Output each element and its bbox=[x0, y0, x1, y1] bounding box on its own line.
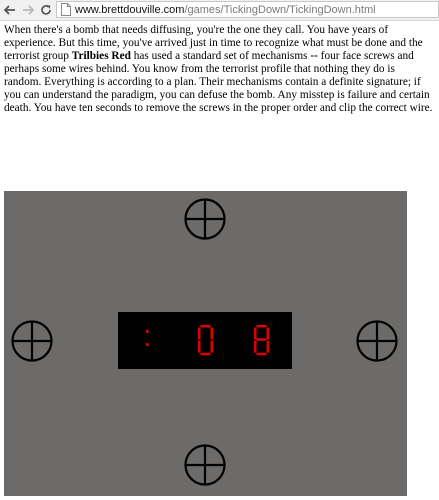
screw-top[interactable] bbox=[183, 197, 227, 241]
segment-d bbox=[201, 353, 211, 356]
browser-toolbar bbox=[0, 0, 439, 21]
timer-digit-ones bbox=[254, 325, 269, 355]
countdown-display bbox=[118, 312, 292, 369]
crosshair-screw-icon bbox=[183, 197, 227, 241]
seven-segment-readout bbox=[118, 312, 292, 369]
segment-c bbox=[211, 341, 214, 353]
segment-c bbox=[267, 341, 270, 353]
url-text bbox=[75, 4, 376, 16]
url-path: /games/TickingDown/TickingDown.html bbox=[184, 3, 376, 16]
reload-icon bbox=[40, 4, 52, 16]
segment-f bbox=[198, 328, 201, 340]
segment-e bbox=[254, 341, 257, 353]
url-host: www.brettdouville.com bbox=[75, 3, 185, 16]
crosshair-screw-icon bbox=[183, 443, 227, 487]
story-part2: has used a standard set of mechanisms bbox=[130, 50, 311, 62]
back-button[interactable] bbox=[2, 2, 18, 18]
screw-right[interactable] bbox=[355, 319, 399, 363]
screw-left[interactable] bbox=[10, 319, 54, 363]
segment-f bbox=[254, 328, 257, 340]
timer-digit-tens bbox=[198, 325, 213, 355]
segment-b bbox=[211, 328, 214, 340]
timer-colon bbox=[146, 330, 149, 346]
reload-button[interactable] bbox=[38, 2, 54, 18]
segment-a bbox=[201, 325, 211, 328]
forward-button[interactable] bbox=[20, 2, 36, 18]
colon-dot-bottom bbox=[146, 343, 149, 346]
colon-dot-top bbox=[146, 330, 149, 333]
segment-g bbox=[257, 338, 267, 341]
page-icon bbox=[60, 3, 72, 16]
segment-d bbox=[257, 353, 267, 356]
segment-e bbox=[198, 341, 201, 353]
segment-b bbox=[267, 328, 270, 340]
story-part3: four face screws and perhaps some wires behind. You know from the terrorist profile that nothing they do is random. Everything is according to a plan. Their mechanisms contain a definite signature; if you can understand the paradigm, you can defuse the bomb. Any misstep is failure and certain death. You have ten seconds to remove the screws in the proper order and clip the correct wire. bbox=[4, 50, 433, 114]
terrorist-group-name: Trilbies Red bbox=[71, 50, 131, 62]
address-bar[interactable] bbox=[56, 1, 439, 18]
story-paragraph bbox=[4, 24, 434, 115]
crosshair-screw-icon bbox=[10, 319, 54, 363]
story-part1: When there's a bomb that needs diffusing, you're the one they call. You have years of experience. But this time, you've arrived just in time to recognize what must be done and the terrorist group bbox=[4, 24, 423, 62]
screw-bottom[interactable] bbox=[183, 443, 227, 487]
back-arrow-icon bbox=[4, 5, 16, 15]
bomb-panel bbox=[4, 191, 407, 496]
crosshair-screw-icon bbox=[355, 319, 399, 363]
story-dashes: -- bbox=[310, 50, 318, 62]
segment-a bbox=[257, 325, 267, 328]
forward-arrow-icon bbox=[22, 5, 34, 15]
